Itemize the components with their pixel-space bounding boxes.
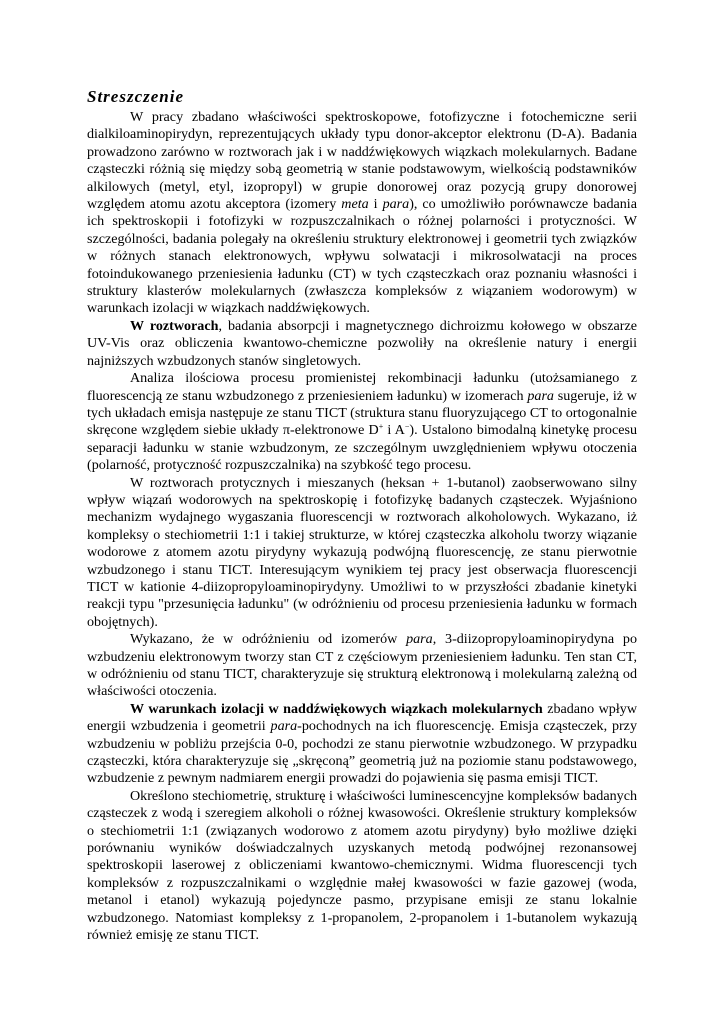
section-heading: Streszczenie <box>87 87 184 106</box>
paragraph-intro: W pracy zbadano właściwości spektroskopowe, fotofizyczne i fotochemiczne serii dialkiloaminopirydyn, reprezentujących układy typu donor-akceptor elektronu (D-A). Badania prowadzono zarówno w roztworach jak i w naddźwiękowych wiązkach molekularnych. Badane cząsteczki różnią się między sobą geometrią w stanie podstawowym, wielkością podstawników alkilowych (metyl, etyl, izopropyl) w grupie donorowej oraz pozycją grupy donorowej względem atomu azotu akceptora (izomery meta i para), co umożliwiło porównawcze badania ich spektroskopii i fotofizyki w rozpuszczalnikach o różnej polarności i protyczności. W szczególności, badania polegały na określeniu struktury elektronowej i geometrii tych związków w różnych stanach elektronowych, wpływu solwatacji i mikrosolwatacji na proces fotoindukowanego przeniesienia ładunku (CT) w tych cząsteczkach oraz poznaniu własności i struktury klasterów molekularnych (zwłaszcza kompleksów z wiązaniem wodorowym) w warunkach izolacji w wiązkach naddźwiękowych. <box>87 109 637 317</box>
paragraph-protic-solutions: W roztworach protycznych i mieszanych (heksan + 1-butanol) zaobserwowano silny wpływ wiązań wodorowych na spektroskopię i fotofizykę badanych cząsteczek. Wyjaśniono mechanizm wydajnego wygaszania fluorescencji w roztworach alkoholowych. Wykazano, iż kompleksy o stechiometrii 1:1 i takiej strukturze, w której cząsteczka alkoholu tworzy wiązanie wodorowe z atomem azotu pirydyny wykazują podwójną fluorescencję, ze stanu pierwotnie wzbudzonego i stanu TICT. Interesującym wynikiem tej pracy jest obserwacja fluorescencji TICT w kationie 4-diizopropyloaminopirydyny. Umożliwi to w przyszłości zbadanie kinetyki reakcji typu "przesunięcia ładunku" (w odróżnieniu od procesu przeniesienia ładunku w formach obojętnych). <box>87 474 637 630</box>
paragraph-complexes: Określono stechiometrię, strukturę i właściwości luminescencyjne kompleksów badanych cząsteczek z wodą i szeregiem alkoholi o różnej kwasowości. Określenie struktury kompleksów o stechiometrii 1:1 (związanych wodorowo z atomem azotu pirydyny) było możliwe dzięki porównaniu wyników doświadczalnych uzyskanych metodą podwójnej rezonansowej spektroskopii laserowej z obliczeniami kwantowo-chemicznymi. Widma fluorescencji tych kompleksów z rozpuszczalnikami o względnie małej kwasowości w fazie gazowej (woda, metanol i etanol) wykazują pojedyncze pasmo, przypisane emisji ze stanu lokalnie wzbudzonego. Natomiast kompleksy z 1-propanolem, 2-propanolem i 1-butanolem wykazują również emisję ze stanu TICT. <box>87 787 637 944</box>
paragraph-supersonic-beams: W warunkach izolacji w naddźwiękowych wiązkach molekularnych zbadano wpływ energii wzbudzenia i geometrii para-pochodnych na ich fluorescencję. Emisja cząsteczek, przy wzbudzeniu w pobliżu przejścia 0-0, pochodzi ze stanu pierwotnie wzbudzonego. W przypadku cząsteczki, która charakteryzuje się „skręconą” geometrią już na poziomie stanu podstawowego, wzbudzenie z pewnym nadmiarem energii prowadzi do pojawienia się pasma emisji TICT. <box>87 700 637 787</box>
paragraph-tict-analysis: Analiza ilościowa procesu promienistej rekombinacji ładunku (utożsamianego z fluorescencją ze stanu wzbudzonego z przeniesieniem ładunku) w izomerach para sugeruje, iż w tych układach emisja następuje ze stanu TICT (struktura stanu fluoryzującego CT to ortogonalnie skręcone względem siebie układy π-elektronowe D+ i A−). Ustalono bimodalną kinetykę procesu separacji ładunku w stanie wzbudzonym, ze szczególnym uwzględnieniem wpływu otoczenia (polarność, protyczność rozpuszczalnika) na szybkość tego procesu. <box>87 370 638 474</box>
paragraph-meta-isomer: Wykazano, że w odróżnieniu od izomerów para, 3-diizopropyloaminopirydyna po wzbudzeniu elektronowym tworzy stan CT z częściowym przeniesieniem ładunku. Ten stan CT, w odróżnieniu od stanu TICT, charakteryzuje się strukturą elektronową i molekularną zależną od właściwości otoczenia. <box>87 631 637 700</box>
paragraph-solutions: W roztworach, badania absorpcji i magnetycznego dichroizmu kołowego w obszarze UV-Vis oraz obliczenia kwantowo-chemiczne pozwoliły na określenie natury i energii najniższych wzbudzonych stanów singletowych. <box>87 317 637 369</box>
abstract-section <box>87 86 637 945</box>
